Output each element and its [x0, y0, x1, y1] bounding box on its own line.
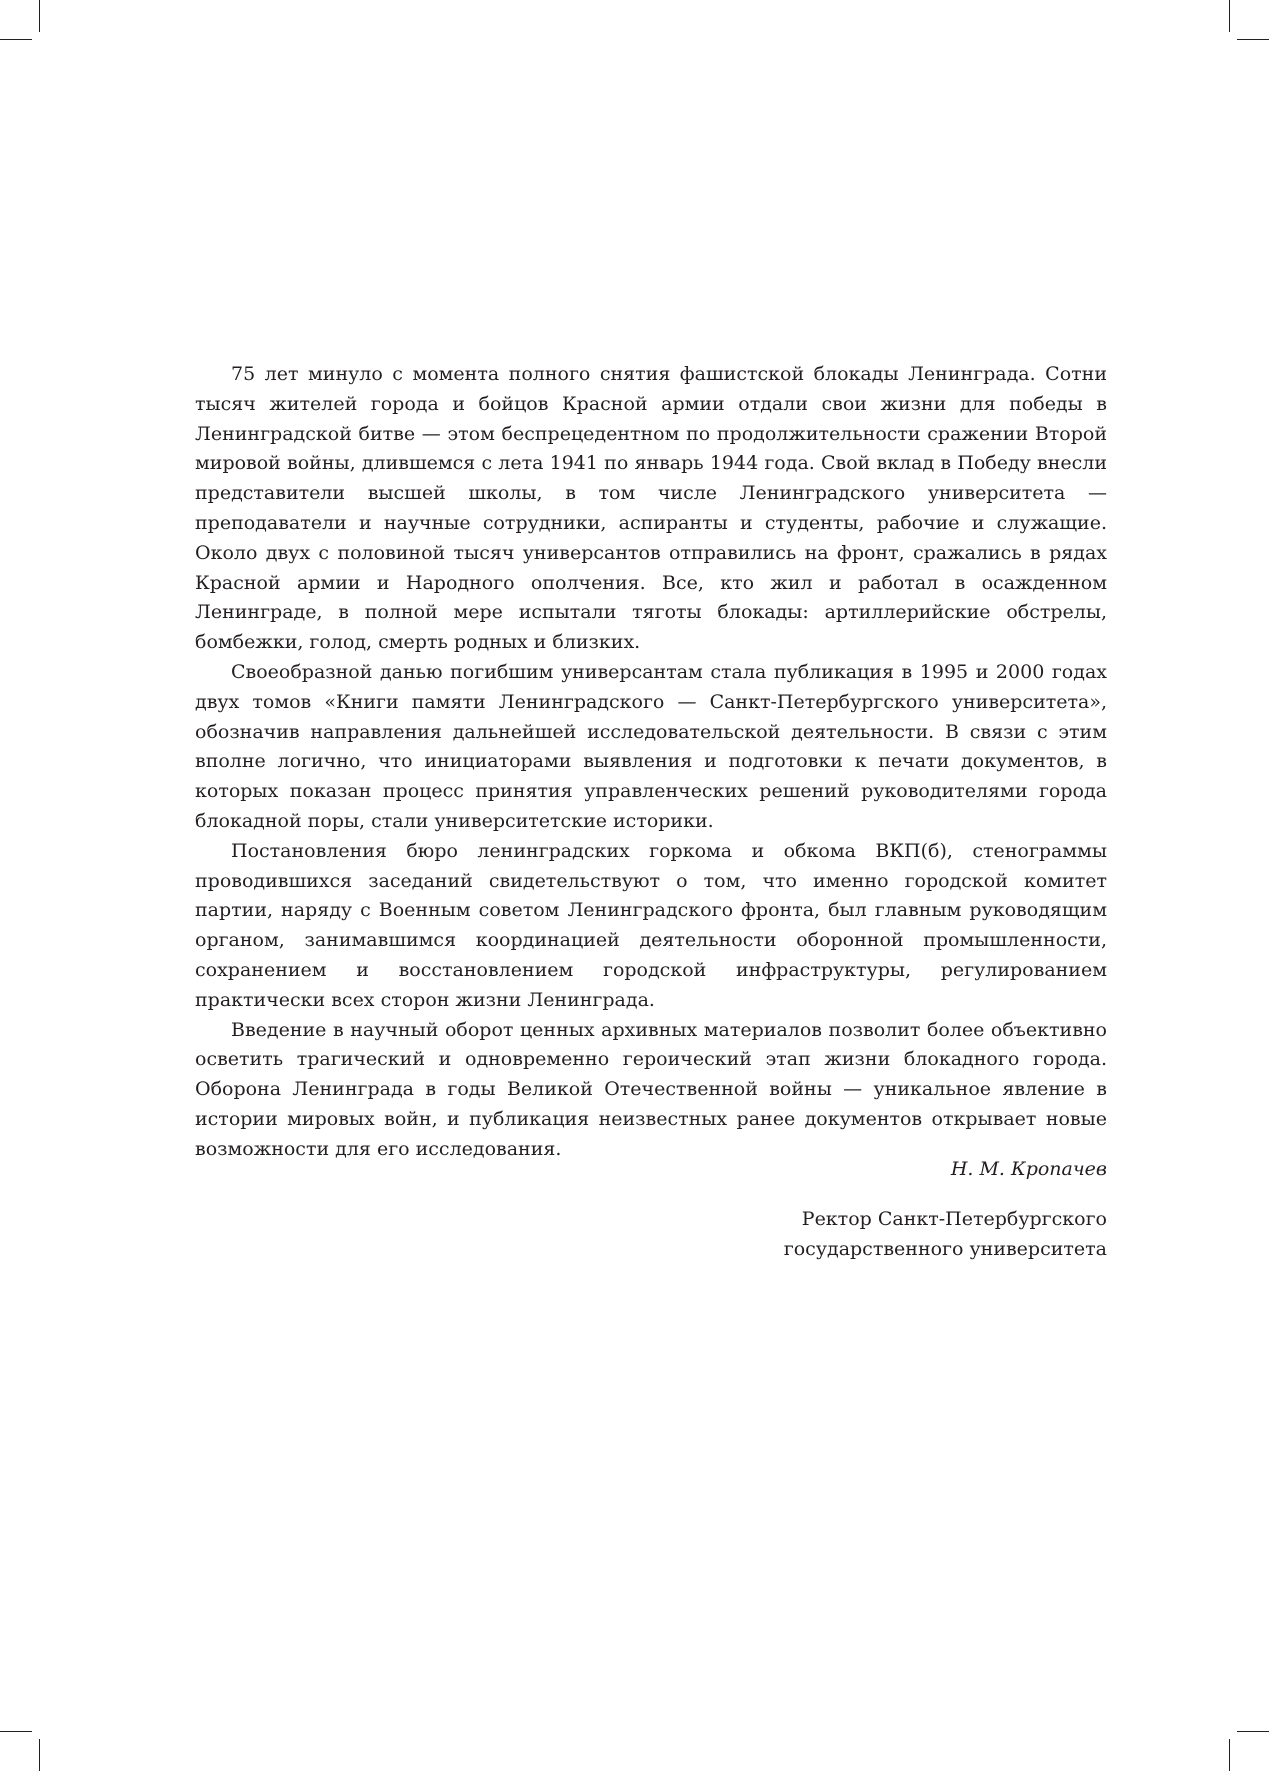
signature-author: Н. М. Кропачев	[950, 1158, 1107, 1180]
crop-mark-top-left-vertical	[39, 0, 40, 32]
crop-mark-bottom-right-horizontal	[1237, 1731, 1269, 1732]
signature-role-line-1: Ректор Санкт-Петербургского	[801, 1208, 1107, 1230]
paragraph: Своеобразной данью погибшим универсантам стала публикация в 1995 и 2000 годах двух томов «Книги памяти Ленинградского — Санкт-Петербургского университета», обозначив направления дальнейшей исследовательской деятельности. В связи с этим вполне логично, что инициаторами выявления и подготовки к печати документов, в которых показан процесс принятия управленческих решений руководителями города блокадной поры, стали университетские историки.	[195, 660, 1107, 832]
crop-mark-bottom-right-vertical	[1229, 1739, 1230, 1771]
body-text	[195, 360, 1107, 1165]
signature-role-line-2: государственного университета	[783, 1238, 1107, 1260]
crop-mark-top-right-horizontal	[1237, 39, 1269, 40]
crop-mark-bottom-left-horizontal	[0, 1731, 32, 1732]
crop-mark-bottom-left-vertical	[39, 1739, 40, 1771]
paragraph: 75 лет минуло с момента полного снятия фашистской блокады Ленинграда. Сотни тысяч жителей города и бойцов Красной армии отдали свои жизни для победы в Ленинградской битве — этом беспрецедентном по продолжительности сражении Второй мировой войны, длившемся с лета 1941 по январь 1944 года. Свой вклад в Победу внесли представители высшей школы, в том числе Ленинградского университета — преподаватели и научные сотрудники, аспиранты и студенты, рабочие и служащие. Около двух с половиной тысяч универсантов отправились на фронт, сражались в рядах Красной армии и Народного ополчения. Все, кто жил и работал в осажденном Ленинграде, в полной мере испытали тяготы блокады: артиллерийские обстрелы, бомбежки, голод, смерть родных и близких.	[195, 363, 1107, 654]
crop-mark-top-left-horizontal	[0, 39, 32, 40]
signature-block	[600, 1154, 1107, 1264]
paragraph: Постановления бюро ленинградских горкома и обкома ВКП(б), стенограммы проводившихся заседаний свидетельствуют о том, что именно городской комитет партии, наряду с Военным советом Ленинградского фронта, был главным руководящим органом, занимавшимся координацией деятельности оборонной промышленности, сохранением и восстановлением городской инфраструктуры, регулированием практически всех сторон жизни Ленинграда.	[195, 839, 1107, 1011]
paragraph: Введение в научный оборот ценных архивных материалов позволит более объективно осветить трагический и одновременно героический этап жизни блокадного города. Оборона Ленинграда в годы Великой Отечественной войны — уникальное явление в истории мировых войн, и публикация неизвестных ранее документов открывает новые возможности для его исследования.	[195, 1018, 1107, 1160]
crop-mark-top-right-vertical	[1229, 0, 1230, 32]
